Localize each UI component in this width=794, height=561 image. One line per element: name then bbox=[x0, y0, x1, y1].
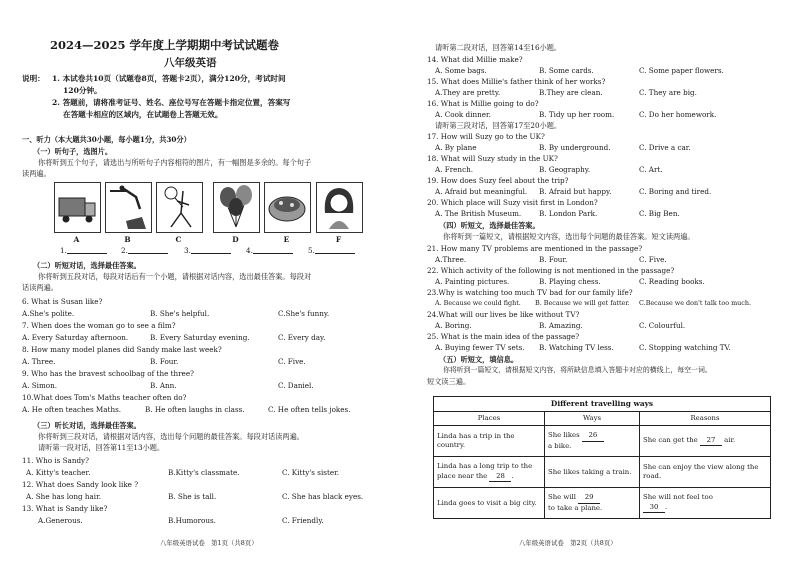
part5-instruction: 你将听到一篇短文，请根据短文内容，将所缺信息填入答题卡对应的横线上，每空一词。 bbox=[443, 366, 712, 374]
third-dialogue-intro: 请听第三段对话，回答第17至20小题。 bbox=[435, 121, 562, 130]
question-17: 17. How will Suzy go to the UK? bbox=[427, 132, 545, 141]
q24-option-a[interactable]: A. Boring. bbox=[435, 321, 472, 330]
q18-option-a[interactable]: A. French. bbox=[435, 165, 474, 174]
q13-option-b[interactable]: B.Humorous. bbox=[168, 516, 216, 525]
picture-label-a: A bbox=[73, 235, 80, 244]
notes-label: 说明： bbox=[22, 74, 45, 83]
q24-option-c[interactable]: C. Colourful. bbox=[639, 321, 686, 330]
question-7: 7. When does the woman go to see a film? bbox=[22, 321, 176, 330]
question-25: 25. What is the main idea of the passage? bbox=[427, 332, 580, 341]
q22-option-b[interactable]: B. Playing chess. bbox=[539, 277, 601, 286]
food-bowl-icon bbox=[265, 183, 310, 232]
part3-title: （三）听长对话，选择最佳答案。 bbox=[33, 421, 141, 430]
answer-blank-27[interactable]: 27 bbox=[700, 436, 722, 446]
question-10: 10.What does Tom's Maths teacher often do? bbox=[22, 393, 187, 402]
table-header-reasons: Reasons bbox=[640, 411, 771, 425]
note-2: 2. 答题前，请将准考证号、姓名、座位号写在答题卡指定位置，答案写 bbox=[52, 98, 291, 107]
picture-label-d: D bbox=[232, 235, 239, 244]
blank-2-line bbox=[128, 245, 168, 254]
part5-instruction-2: 短文读三遍。 bbox=[427, 377, 471, 386]
blank-3[interactable] bbox=[184, 245, 231, 254]
q23-option-a[interactable]: A. Because we could fight. bbox=[435, 299, 521, 307]
question-24: 24.What will our lives be like without TV? bbox=[427, 310, 580, 319]
balloons-icon bbox=[214, 183, 259, 232]
q19-option-a[interactable]: A. Afraid but meaningful. bbox=[435, 187, 528, 196]
question-18: 18. What will Suzy study in the UK? bbox=[427, 154, 558, 163]
answer-blank-30[interactable]: 30 bbox=[643, 503, 665, 513]
q8-option-b[interactable]: B. Four. bbox=[150, 357, 179, 366]
q14-option-a[interactable]: A. Some bags. bbox=[435, 66, 487, 75]
q17-option-c[interactable]: C. Drive a car. bbox=[639, 143, 691, 152]
q25-option-a[interactable]: A. Buying fewer TV sets. bbox=[435, 343, 525, 352]
listening-heading: 一、听力（本大题共30小题，每小题1分，共30分） bbox=[22, 135, 191, 144]
blank-4-line bbox=[253, 245, 293, 254]
question-20: 20. Which place will Suzy visit first in London? bbox=[427, 198, 598, 207]
blank-4[interactable] bbox=[246, 245, 293, 254]
row3-way-pre: She will bbox=[548, 493, 576, 502]
q11-option-c[interactable]: C. Kitty's sister. bbox=[282, 468, 340, 477]
q13-option-a[interactable]: A.Generous. bbox=[38, 516, 83, 525]
q8-option-c[interactable]: C. Five. bbox=[278, 357, 306, 366]
blank-2[interactable] bbox=[121, 245, 168, 254]
row1-way-pre: She likes bbox=[548, 431, 580, 440]
q22-option-a[interactable]: A. Painting pictures. bbox=[435, 277, 510, 286]
q25-option-b[interactable]: B. Watching TV less. bbox=[539, 343, 614, 352]
q6-option-c[interactable]: C.She's funny. bbox=[278, 309, 330, 318]
picture-label-c: C bbox=[175, 235, 182, 244]
blank-2-num: 2. bbox=[121, 245, 128, 255]
q6-option-a[interactable]: A.She's polite. bbox=[22, 309, 75, 318]
q16-option-c[interactable]: C. Do her homework. bbox=[639, 110, 717, 119]
part5-title: （五）听短文，填信息。 bbox=[439, 355, 519, 364]
q20-option-b[interactable]: B. London Park. bbox=[539, 209, 598, 218]
part1-instruction: 你将听到五个句子，请选出与所听句子内容相符的图片，有一幅图是多余的。每个句子 bbox=[38, 158, 312, 167]
table-row bbox=[434, 426, 771, 457]
question-15: 15. What does Millie's father think of her works? bbox=[427, 77, 606, 86]
picture-e bbox=[264, 182, 311, 233]
table-title: Different travelling ways bbox=[434, 397, 771, 412]
truck-icon bbox=[55, 183, 100, 232]
q14-option-c[interactable]: C. Some paper flowers. bbox=[639, 66, 724, 75]
answer-blank-26[interactable]: 26 bbox=[582, 431, 604, 441]
blank-3-line bbox=[191, 245, 231, 254]
q16-option-b[interactable]: B. Tidy up her room. bbox=[539, 110, 615, 119]
part3-instruction-2: 请听第一段对话，回答第11至13小题。 bbox=[38, 443, 165, 452]
q11-option-a[interactable]: A. Kitty's teacher. bbox=[26, 468, 91, 477]
part1-instruction-2: 读两遍。 bbox=[22, 169, 51, 178]
row1-place: Linda has a trip in the country. bbox=[434, 426, 545, 457]
part4-instruction: 你将听到一篇短文，请根据短文内容，选出每个问题的最佳答案。短文读两遍。 bbox=[443, 232, 695, 241]
question-14: 14. What did Millie make? bbox=[427, 55, 523, 64]
q12-option-b[interactable]: B. She is tall. bbox=[168, 492, 217, 501]
q10-option-c[interactable]: C. He often tells jokes. bbox=[268, 405, 351, 414]
question-16: 16. What is Millie going to do? bbox=[427, 99, 539, 108]
q20-option-a[interactable]: A. The British Museum. bbox=[435, 209, 522, 218]
q23-option-c[interactable]: C.Because we don't talk too much. bbox=[639, 299, 751, 307]
question-8: 8. How many model planes did Sandy make last week? bbox=[22, 345, 222, 354]
row2-reason: She can enjoy the view along the road. bbox=[640, 457, 771, 488]
q21-option-b[interactable]: B. Four. bbox=[539, 255, 568, 264]
q18-option-b[interactable]: B. Geography. bbox=[539, 165, 591, 174]
q17-option-b[interactable]: B. By underground. bbox=[539, 143, 611, 152]
exam-subtitle: 八年级英语 bbox=[164, 57, 217, 69]
row1-way-post: a bike. bbox=[548, 441, 572, 450]
tennis-player-icon bbox=[157, 183, 202, 232]
picture-f bbox=[316, 182, 363, 233]
q9-option-b[interactable]: B. Ann. bbox=[150, 381, 177, 390]
table-header-ways: Ways bbox=[545, 411, 640, 425]
question-19: 19. How does Suzy feel about the trip? bbox=[427, 176, 569, 185]
note-2b: 在答题卡相应的区域内，在试题卷上答题无效。 bbox=[63, 110, 223, 119]
note-1: 1. 本试卷共10页（试题卷8页，答题卡2页），满分120分，考试时间 bbox=[52, 74, 286, 83]
q7-option-a[interactable]: A. Every Saturday afternoon. bbox=[22, 333, 129, 342]
part1-title: （一）听句子，选图片。 bbox=[33, 147, 113, 156]
blank-5-line bbox=[315, 245, 355, 254]
girl-icon bbox=[317, 183, 362, 232]
table-header-places: Places bbox=[434, 411, 545, 425]
q19-option-b[interactable]: B. Afraid but happy. bbox=[539, 187, 612, 196]
q22-option-c[interactable]: C. Reading books. bbox=[639, 277, 705, 286]
second-dialogue-intro: 请听第二段对话，回答第14至16小题。 bbox=[435, 43, 562, 52]
diver-icon bbox=[106, 183, 151, 232]
question-21: 21. How many TV problems are mentioned in the passage? bbox=[427, 244, 643, 253]
picture-a bbox=[54, 182, 101, 233]
q12-option-c[interactable]: C. She has black eyes. bbox=[282, 492, 364, 501]
part3-instruction: 你将听到三段对话，请根据对话内容，选出每个问题的最佳答案。每段对话读两遍。 bbox=[38, 432, 304, 441]
row2-place-post: . bbox=[511, 471, 514, 480]
q7-option-c[interactable]: C. Every day. bbox=[278, 333, 326, 342]
question-23: 23.Why is watching too much TV bad for our family life? bbox=[427, 288, 633, 297]
q19-option-c[interactable]: C. Boring and tired. bbox=[639, 187, 712, 196]
picture-c bbox=[156, 182, 203, 233]
q21-option-c[interactable]: C. Five. bbox=[639, 255, 667, 264]
q18-option-c[interactable]: C. Art. bbox=[639, 165, 663, 174]
blank-4-num: 4. bbox=[246, 245, 253, 255]
q12-option-a[interactable]: A. She has long hair. bbox=[26, 492, 102, 501]
q9-option-a[interactable]: A. Simon. bbox=[22, 381, 58, 390]
blank-5[interactable] bbox=[308, 245, 355, 254]
q16-option-a[interactable]: A. Cook dinner. bbox=[435, 110, 491, 119]
picture-label-f: F bbox=[335, 235, 342, 244]
q8-option-a[interactable]: A. Three. bbox=[22, 357, 56, 366]
row2-place-pre: Linda has a long trip to the place near the bbox=[437, 462, 533, 480]
part4-title: （四）听短文，选择最佳答案。 bbox=[439, 221, 540, 230]
row3-reason-post: . bbox=[665, 502, 668, 511]
note-1b: 120分钟。 bbox=[63, 86, 102, 95]
picture-label-b: B bbox=[124, 235, 131, 244]
exam-title: 2024—2025 学年度上学期期中考试试题卷 bbox=[50, 38, 280, 52]
question-6: 6. What is Susan like? bbox=[22, 297, 103, 306]
blank-3-num: 3. bbox=[184, 245, 191, 255]
q10-option-a[interactable]: A. He often teaches Maths. bbox=[22, 405, 122, 414]
blank-1-line bbox=[67, 245, 107, 254]
blank-1[interactable] bbox=[60, 245, 107, 254]
table-row bbox=[434, 457, 771, 488]
q21-option-a[interactable]: A.Three. bbox=[435, 255, 467, 264]
part2-title: （二）听短对话，选择最佳答案。 bbox=[33, 261, 141, 270]
part2-instruction: 你将听到五段对话，每段对话后有一个小题，请根据对话内容，选出最佳答案。每段对 bbox=[38, 272, 312, 281]
row3-place: Linda goes to visit a big city. bbox=[434, 488, 545, 519]
question-11: 11. Who is Sandy? bbox=[22, 456, 89, 465]
row1-reason bbox=[640, 426, 771, 457]
part2-instruction-2: 话读两遍。 bbox=[22, 283, 58, 292]
q25-option-c[interactable]: C. Stopping watching TV. bbox=[639, 343, 731, 352]
question-13: 13. What is Sandy like? bbox=[22, 504, 108, 513]
picture-b bbox=[105, 182, 152, 233]
q23-option-b[interactable]: B. Because we will get fatter. bbox=[535, 299, 630, 307]
q24-option-b[interactable]: B. Amazing. bbox=[539, 321, 583, 330]
row2-place bbox=[434, 457, 545, 488]
answer-blank-29[interactable]: 29 bbox=[578, 493, 600, 503]
answer-blank-28[interactable]: 28 bbox=[489, 472, 511, 482]
travel-table bbox=[433, 396, 771, 519]
page-footer-left: 八年级英语试卷 第1页（共8页） bbox=[160, 539, 258, 547]
row1-reason-pre: She can get the bbox=[643, 436, 698, 445]
row3-way bbox=[545, 488, 640, 519]
row3-reason-pre: She will not feel too bbox=[643, 493, 713, 502]
question-12: 12. What does Sandy look like ? bbox=[22, 480, 139, 489]
q7-option-b[interactable]: B. Every Saturday evening. bbox=[150, 333, 250, 342]
q6-option-b[interactable]: B. She's helpful. bbox=[150, 309, 210, 318]
row3-reason bbox=[640, 488, 771, 519]
table-row bbox=[434, 488, 771, 519]
q20-option-c[interactable]: C. Big Ben. bbox=[639, 209, 680, 218]
blank-1-num: 1. bbox=[60, 245, 67, 255]
page-footer-right: 八年级英语试卷 第2页（共8页） bbox=[519, 539, 617, 547]
q15-option-a[interactable]: A.They are pretty. bbox=[435, 88, 501, 97]
question-22: 22. Which activity of the following is not mentioned in the passage? bbox=[427, 266, 675, 275]
q17-option-a[interactable]: A. By plane bbox=[435, 143, 477, 152]
row3-way-post: to take a plane. bbox=[548, 503, 603, 512]
row2-way: She likes taking a train. bbox=[545, 457, 640, 488]
q15-option-b[interactable]: B.They are clean. bbox=[539, 88, 603, 97]
row1-way bbox=[545, 426, 640, 457]
q15-option-c[interactable]: C. They are big. bbox=[639, 88, 697, 97]
picture-d bbox=[213, 182, 260, 233]
q14-option-b[interactable]: B. Some cards. bbox=[539, 66, 594, 75]
picture-label-e: E bbox=[283, 235, 290, 244]
q9-option-c[interactable]: C. Daniel. bbox=[278, 381, 314, 390]
question-9: 9. Who has the bravest schoolbag of the three? bbox=[22, 369, 194, 378]
row1-reason-post: air. bbox=[724, 436, 736, 445]
blank-5-num: 5. bbox=[308, 245, 315, 255]
q13-option-c[interactable]: C. Friendly. bbox=[282, 516, 324, 525]
right-page bbox=[397, 0, 794, 561]
q10-option-b[interactable]: B. He often laughs in class. bbox=[145, 405, 245, 414]
q11-option-b[interactable]: B.Kitty's classmate. bbox=[168, 468, 240, 477]
